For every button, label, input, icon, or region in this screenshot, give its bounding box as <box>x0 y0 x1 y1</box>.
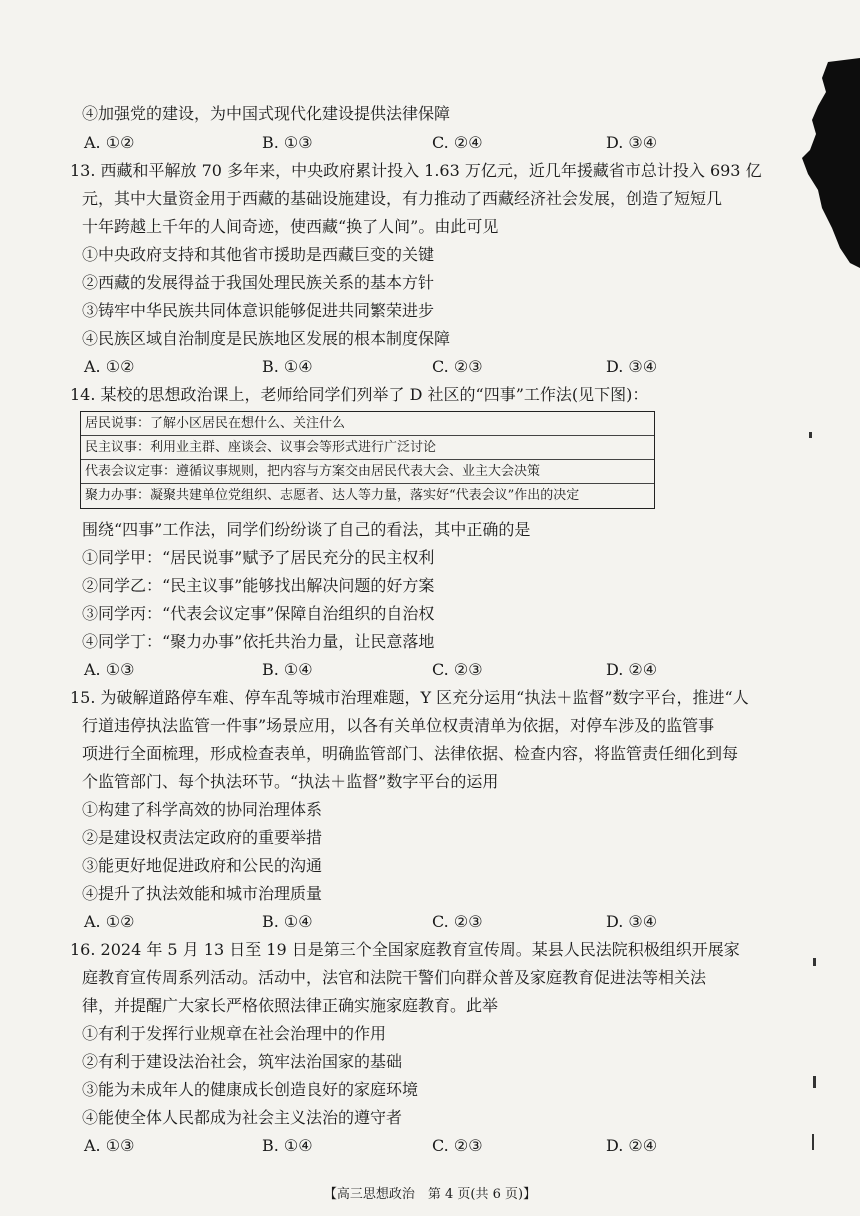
q14-option-3: ③同学丙：“代表会议定事”保障自治组织的自治权 <box>82 604 435 623</box>
q13-option-2: ②西藏的发展得益于我国处理民族关系的基本方针 <box>82 273 435 292</box>
q14-choice-b[interactable]: B. ①④ <box>262 660 313 679</box>
table-row: 民主议事：利用业主群、座谈会、议事会等形式进行广泛讨论 <box>81 436 654 460</box>
q16-stem-line-2: 庭教育宣传周系列活动。活动中，法官和法院干警们向群众普及家庭教育促进法等相关法 <box>82 968 707 987</box>
q16-choice-a[interactable]: A. ①③ <box>84 1136 135 1155</box>
four-things-table <box>80 411 655 509</box>
q14-choices <box>84 660 684 680</box>
q13-option-3: ③铸牢中华民族共同体意识能够促进共同繁荣进步 <box>82 301 435 320</box>
q16-choice-c[interactable]: C. ②③ <box>432 1136 483 1155</box>
q14-option-1: ①同学甲：“居民说事”赋予了居民充分的民主权利 <box>82 548 435 567</box>
q13-option-1: ①中央政府支持和其他省市援助是西藏巨变的关键 <box>82 245 435 264</box>
q14-option-2: ②同学乙：“民主议事”能够找出解决问题的好方案 <box>82 576 435 595</box>
q14-question: 围绕“四事”工作法，同学们纷纷谈了自己的看法，其中正确的是 <box>82 520 531 539</box>
q12-choices <box>84 133 684 153</box>
q14-option-4: ④同学丁：“聚力办事”依托共治力量，让民意落地 <box>82 632 435 651</box>
q16-stem-line-3: 律，并提醒广大家长严格依照法律正确实施家庭教育。此举 <box>82 996 499 1015</box>
q15-stem-line-1: 15. 为破解道路停车难、停车乱等城市治理难题，Y 区充分运用“执法＋监督”数字平台，推进“人 <box>70 688 749 707</box>
q14-choice-a[interactable]: A. ①③ <box>84 660 135 679</box>
q16-choice-d[interactable]: D. ②④ <box>606 1136 658 1155</box>
q13-option-4: ④民族区域自治制度是民族地区发展的根本制度保障 <box>82 329 451 348</box>
q16-choices <box>84 1136 684 1156</box>
q16-choice-b[interactable]: B. ①④ <box>262 1136 313 1155</box>
q13-choices <box>84 357 684 377</box>
q13-choice-b[interactable]: B. ①④ <box>262 357 313 376</box>
q12-choice-a[interactable]: A. ①② <box>84 133 135 152</box>
q16-option-4: ④能使全体人民都成为社会主义法治的遵守者 <box>82 1108 403 1127</box>
scan-speck <box>813 1076 816 1088</box>
q12-choice-b[interactable]: B. ①③ <box>262 133 313 152</box>
q16-option-3: ③能为未成年人的健康成长创造良好的家庭环境 <box>82 1080 419 1099</box>
torn-edge-shadow <box>788 58 860 268</box>
q15-stem-line-3: 项进行全面梳理，形成检查表单，明确监管部门、法律依据、检查内容，将监管责任细化到每 <box>82 744 739 763</box>
q13-choice-a[interactable]: A. ①② <box>84 357 135 376</box>
q13-stem-line-2: 元，其中大量资金用于西藏的基础设施建设，有力推动了西藏经济社会发展，创造了短短几 <box>82 189 723 208</box>
q13-choice-d[interactable]: D. ③④ <box>606 357 658 376</box>
page-footer: 【高三思想政治 第 4 页(共 6 页)】 <box>323 1187 537 1202</box>
q15-stem-line-2: 行道违停执法监管一件事”场景应用，以各有关单位权责清单为依据，对停车涉及的监管事 <box>82 716 715 735</box>
q16-stem-line-1: 16. 2024 年 5 月 13 日至 19 日是第三个全国家庭教育宣传周。某县人民法院积极组织开展家 <box>70 940 740 959</box>
q15-choice-b[interactable]: B. ①④ <box>262 912 313 931</box>
q14-choice-d[interactable]: D. ②④ <box>606 660 658 679</box>
scan-speck <box>813 958 816 966</box>
q16-option-2: ②有利于建设法治社会，筑牢法治国家的基础 <box>82 1052 403 1071</box>
q16-option-1: ①有利于发挥行业规章在社会治理中的作用 <box>82 1024 387 1043</box>
table-row: 代表会议定事：遵循议事规则，把内容与方案交由居民代表大会、业主大会决策 <box>81 460 654 484</box>
q15-choice-a[interactable]: A. ①② <box>84 912 135 931</box>
table-row: 聚力办事：凝聚共建单位党组织、志愿者、达人等力量，落实好“代表会议”作出的决定 <box>85 488 580 503</box>
q13-stem-line-3: 十年跨越上千年的人间奇迹，使西藏“换了人间”。由此可见 <box>82 217 499 236</box>
scan-speck <box>809 432 812 438</box>
q13-choice-c[interactable]: C. ②③ <box>432 357 483 376</box>
q14-stem: 14. 某校的思想政治课上，老师给同学们列举了 D 社区的“四事”工作法(见下图)： <box>70 385 649 404</box>
q15-stem-line-4: 个监管部门、每个执法环节。“执法＋监督”数字平台的运用 <box>82 772 499 791</box>
q15-option-2: ②是建设权责法定政府的重要举措 <box>82 828 323 847</box>
q12-choice-d[interactable]: D. ③④ <box>606 133 658 152</box>
q12-option-4: ④加强党的建设，为中国式现代化建设提供法律保障 <box>82 104 451 123</box>
q15-choice-d[interactable]: D. ③④ <box>606 912 658 931</box>
q14-choice-c[interactable]: C. ②③ <box>432 660 483 679</box>
q12-choice-c[interactable]: C. ②④ <box>432 133 483 152</box>
q15-choice-c[interactable]: C. ②③ <box>432 912 483 931</box>
q15-choices <box>84 912 684 932</box>
q13-stem-line-1: 13. 西藏和平解放 70 多年来，中央政府累计投入 1.63 万亿元，近几年援藏省市总计投入 693 亿 <box>70 161 762 180</box>
q15-option-1: ①构建了科学高效的协同治理体系 <box>82 800 323 819</box>
q15-option-3: ③能更好地促进政府和公民的沟通 <box>82 856 323 875</box>
scan-speck <box>812 1134 814 1150</box>
q15-option-4: ④提升了执法效能和城市治理质量 <box>82 884 323 903</box>
table-row: 居民说事：了解小区居民在想什么、关注什么 <box>81 412 654 436</box>
